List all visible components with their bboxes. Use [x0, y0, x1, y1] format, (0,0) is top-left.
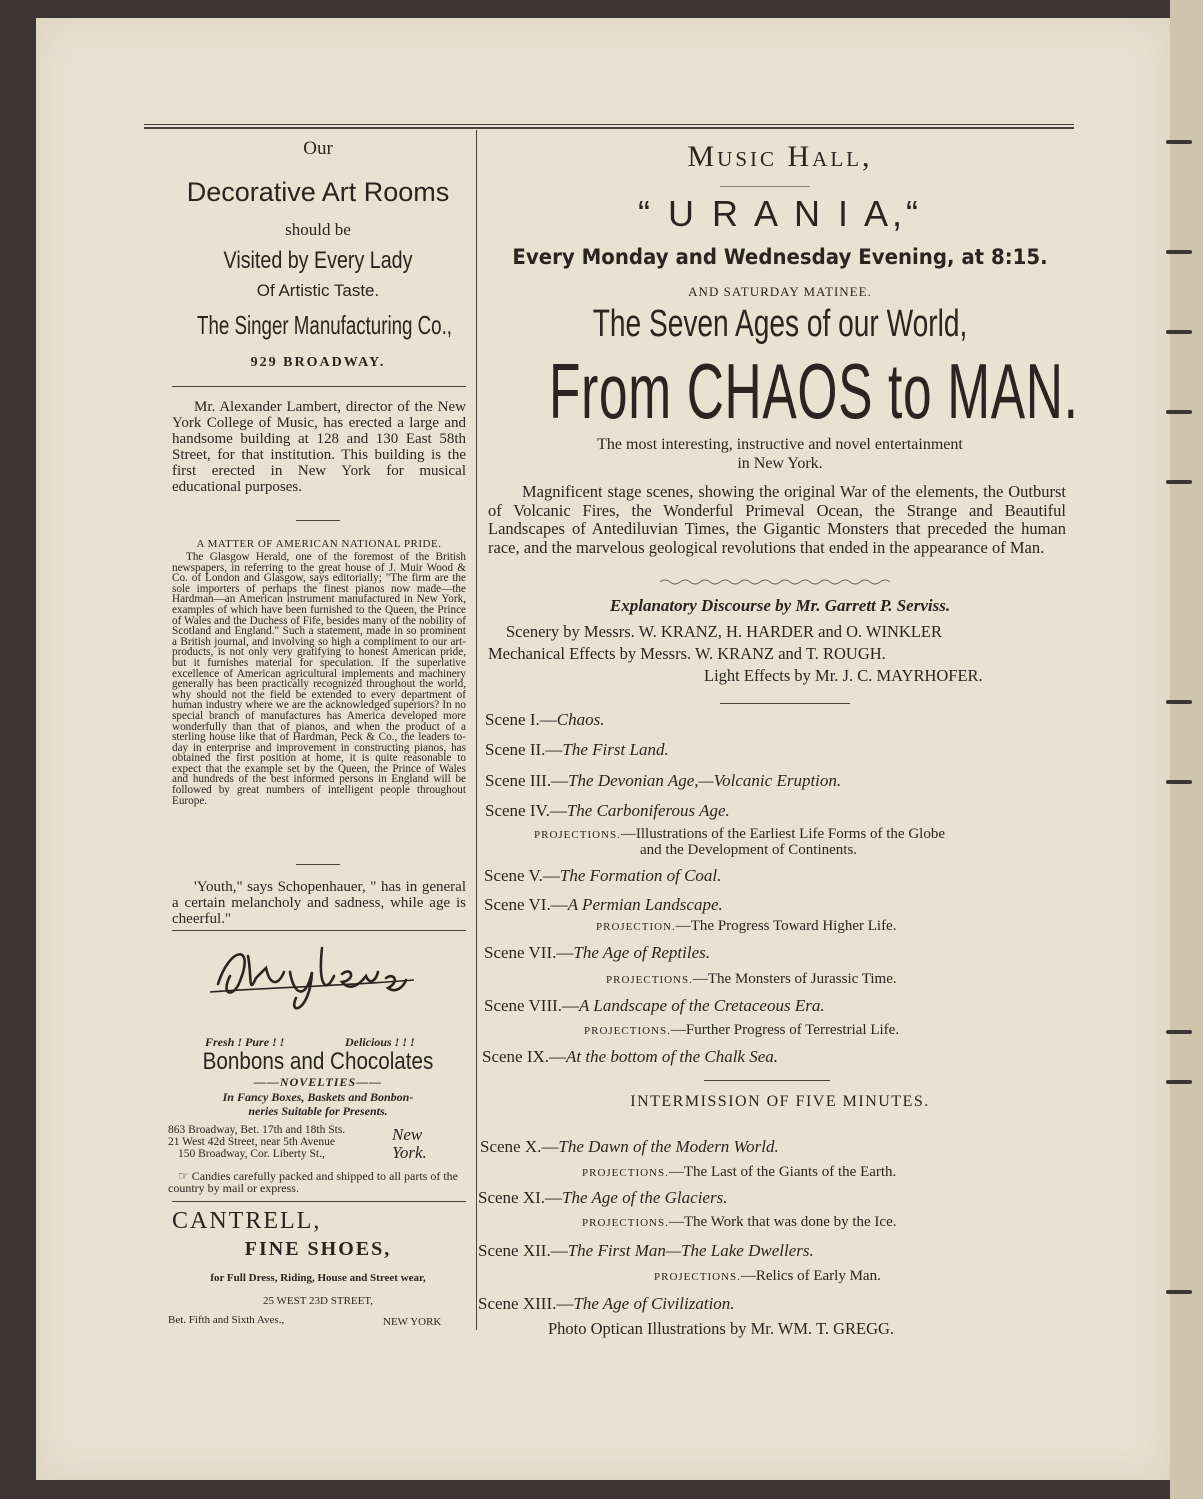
fancy-boxes-2: neries Suitable for Presents. [248, 1104, 388, 1118]
most-interesting-2: in New York. [737, 455, 823, 472]
projection-4: PROJECTIONS.—Further Progress of Terrestrial Life. [584, 1022, 900, 1038]
divider [172, 930, 466, 931]
short-divider [296, 864, 340, 865]
huylers-logo [200, 936, 430, 1016]
scene-11: Scene XI.—The Age of the Glaciers. [478, 1188, 728, 1207]
fine-shoes: FINE SHOES, [244, 1238, 392, 1260]
of-artistic-taste: Of Artistic Taste. [256, 281, 380, 300]
scene-12: Scene XII.—The First Man—The Lake Dwellers. [478, 1241, 814, 1260]
full-dress: for Full Dress, Riding, House and Street wear, [210, 1272, 426, 1284]
huyler-address-3: 150 Broadway, Cor. Liberty St., [178, 1148, 325, 1160]
projection-1: PROJECTIONS.—Illustrations of the Earliest Life Forms of the Globe [534, 826, 945, 842]
cantrell: CANTRELL, [172, 1208, 322, 1234]
scene-8: Scene VIII.—A Landscape of the Cretaceous Era. [484, 996, 825, 1015]
short-divider [720, 703, 850, 704]
scene-2: Scene II.—The First Land. [485, 740, 669, 759]
scene-4: Scene IV.—The Carboniferous Age. [485, 801, 730, 820]
decorative-art-rooms: Decorative Art Rooms [186, 177, 450, 207]
west-23d-street: 25 WEST 23D STREET, [263, 1295, 373, 1307]
projection-3: PROJECTIONS.—The Monsters of Jurassic Time. [606, 971, 897, 987]
light-credit: Light Effects by Mr. J. C. MAYRHOFER. [704, 666, 983, 685]
projection-1b: and the Development of Continents. [640, 842, 858, 858]
page-edge [1170, 0, 1203, 1499]
photo-optican: Photo Optican Illustrations by Mr. WM. T. GREGG. [548, 1319, 895, 1338]
delicious: Delicious ! ! ! [345, 1035, 415, 1049]
music-hall-title: Music Hall, [687, 140, 873, 173]
pride-article: The Glasgow Herald, one of the foremost of the British newspapers, in referring to the great house of J. Muir Wood & Co. of London and Glasgow, says editorially; "The firm are the sole importers of perhaps the finest pianos now made—the Hardman—an American instrument manufactured in New York, examples of which have been furnished to the Queen, the Prince of Wales and the Duchess of Fife, besides many of the nobility of Scotland and England." Such a statement, made in so prominent a British journal, and involving so high a compliment to our art-products, is not only very gratifying to honest American pride, but it furnishes material for speculation. If the superlative excellence of American agricultural implements and machinery generally has been practically recognized throughout the world, why should not the field be extended to every department of human industry where we are the acknowledged superiors? In no special branch of manufactures has America developed more wonderfully than that of pianos, and when the product of a sterling house like that of Hardman, Peck & Co., the leaders to-day in enterprise and improvement in constructing pianos, has obtained the first position at home, it is quite reasonable to expect that the example set by the Queen, the Prince of Wales and hundreds of the best informed persons in England will be followed by great numbers of intelligent people throughout Europe. [172, 552, 466, 807]
magnificent-description: Magnificent stage scenes, showing the original War of the elements, the Outburst of Volcanic Fires, the Wonderful Primeval Ocean, the Strange and Beautiful Landscapes of Antediluvian Times, the Gigantic Monsters that preceded the human race, and the marvelous geological revolutions that ended in the appearance of Man. [488, 482, 1066, 557]
scene-9: Scene IX.—At the bottom of the Chalk Sea. [482, 1047, 779, 1066]
scene-1: Scene I.—Chaos. [485, 710, 605, 729]
divider [172, 1201, 466, 1202]
singer-manufacturing: The Singer Manufacturing Co., [197, 310, 452, 340]
wavy-rule [660, 578, 890, 586]
fresh-pure: Fresh ! Pure ! ! [205, 1035, 285, 1049]
saturday-matinee: AND SATURDAY MATINEE. [688, 284, 872, 299]
divider [172, 386, 466, 387]
projection-2: PROJECTION.—The Progress Toward Higher Life. [596, 918, 897, 934]
should-be: should be [285, 220, 351, 239]
explanatory-discourse: Explanatory Discourse by Mr. Garrett P. Serviss. [609, 596, 951, 615]
intermission: INTERMISSION OF FIVE MINUTES. [630, 1093, 930, 1110]
lambert-notice: Mr. Alexander Lambert, director of the New York College of Music, has erected a large and handsome building at 128 and 130 East 58th Street, for that institution. This building is the first erected in New York for musical educational purposes. [172, 399, 466, 495]
scene-7: Scene VII.—The Age of Reptiles. [484, 943, 710, 962]
new-york: NEW YORK [383, 1316, 442, 1328]
candies-note: ☞ Candies carefully packed and shipped to all parts of the country by mail or express. [168, 1169, 459, 1195]
mechanical-credit: Mechanical Effects by Messrs. W. KRANZ and T. ROUGH. [488, 644, 886, 663]
chaos-to-man-title: From CHAOS to MAN. [549, 347, 1079, 435]
seven-ages-title: The Seven Ages of our World, [592, 303, 968, 345]
bonbons-chocolates: Bonbons and Chocolates [202, 1048, 434, 1075]
huyler-address-1: 863 Broadway, Bet. 17th and 18th Sts. [168, 1124, 346, 1136]
visited-by-every-lady: Visited by Every Lady [223, 247, 413, 274]
urania-title: “ U R A N I A,“ [637, 193, 923, 234]
most-interesting-1: The most interesting, instructive and novel entertainment [597, 436, 963, 453]
pride-title: A MATTER OF AMERICAN NATIONAL PRIDE. [196, 538, 442, 550]
projection-7: PROJECTIONS.—Relics of Early Man. [654, 1268, 881, 1284]
hairline [720, 186, 810, 187]
scene-13: Scene XIII.—The Age of Civilization. [478, 1294, 735, 1313]
top-rule-double [144, 127, 1074, 129]
short-divider [704, 1080, 830, 1081]
new-york-script: New York. [392, 1125, 427, 1162]
broadway-address: 929 BROADWAY. [250, 355, 386, 370]
scene-10: Scene X.—The Dawn of the Modern World. [480, 1137, 779, 1156]
scenery-credit: Scenery by Messrs. W. KRANZ, H. HARDER and O. WINKLER [506, 622, 942, 641]
projection-5: PROJECTIONS.—The Last of the Giants of the Earth. [582, 1164, 897, 1180]
column-divider [476, 130, 477, 1330]
novelties: ——NOVELTIES—— [253, 1075, 383, 1089]
schopenhauer-quote: 'Youth," says Schopenhauer, " has in general a certain melancholy and sadness, while age is cheerful." [172, 879, 466, 927]
fancy-boxes-1: In Fancy Boxes, Baskets and Bonbon- [222, 1090, 414, 1104]
scene-6: Scene VI.—A Permian Landscape. [484, 895, 723, 914]
bet-fifth-sixth: Bet. Fifth and Sixth Aves., [168, 1314, 285, 1326]
our-text: Our [303, 138, 333, 159]
top-rule [144, 124, 1074, 125]
scene-3: Scene III.—The Devonian Age,—Volcanic Eruption. [485, 771, 842, 790]
short-divider [296, 520, 340, 521]
schedule-line: Every Monday and Wednesday Evening, at 8:15. [512, 245, 1048, 269]
scene-5: Scene V.—The Formation of Coal. [484, 866, 722, 885]
huyler-address-2: 21 West 42d Street, near 5th Avenue [168, 1136, 335, 1148]
projection-6: PROJECTIONS.—The Work that was done by the Ice. [582, 1214, 897, 1230]
